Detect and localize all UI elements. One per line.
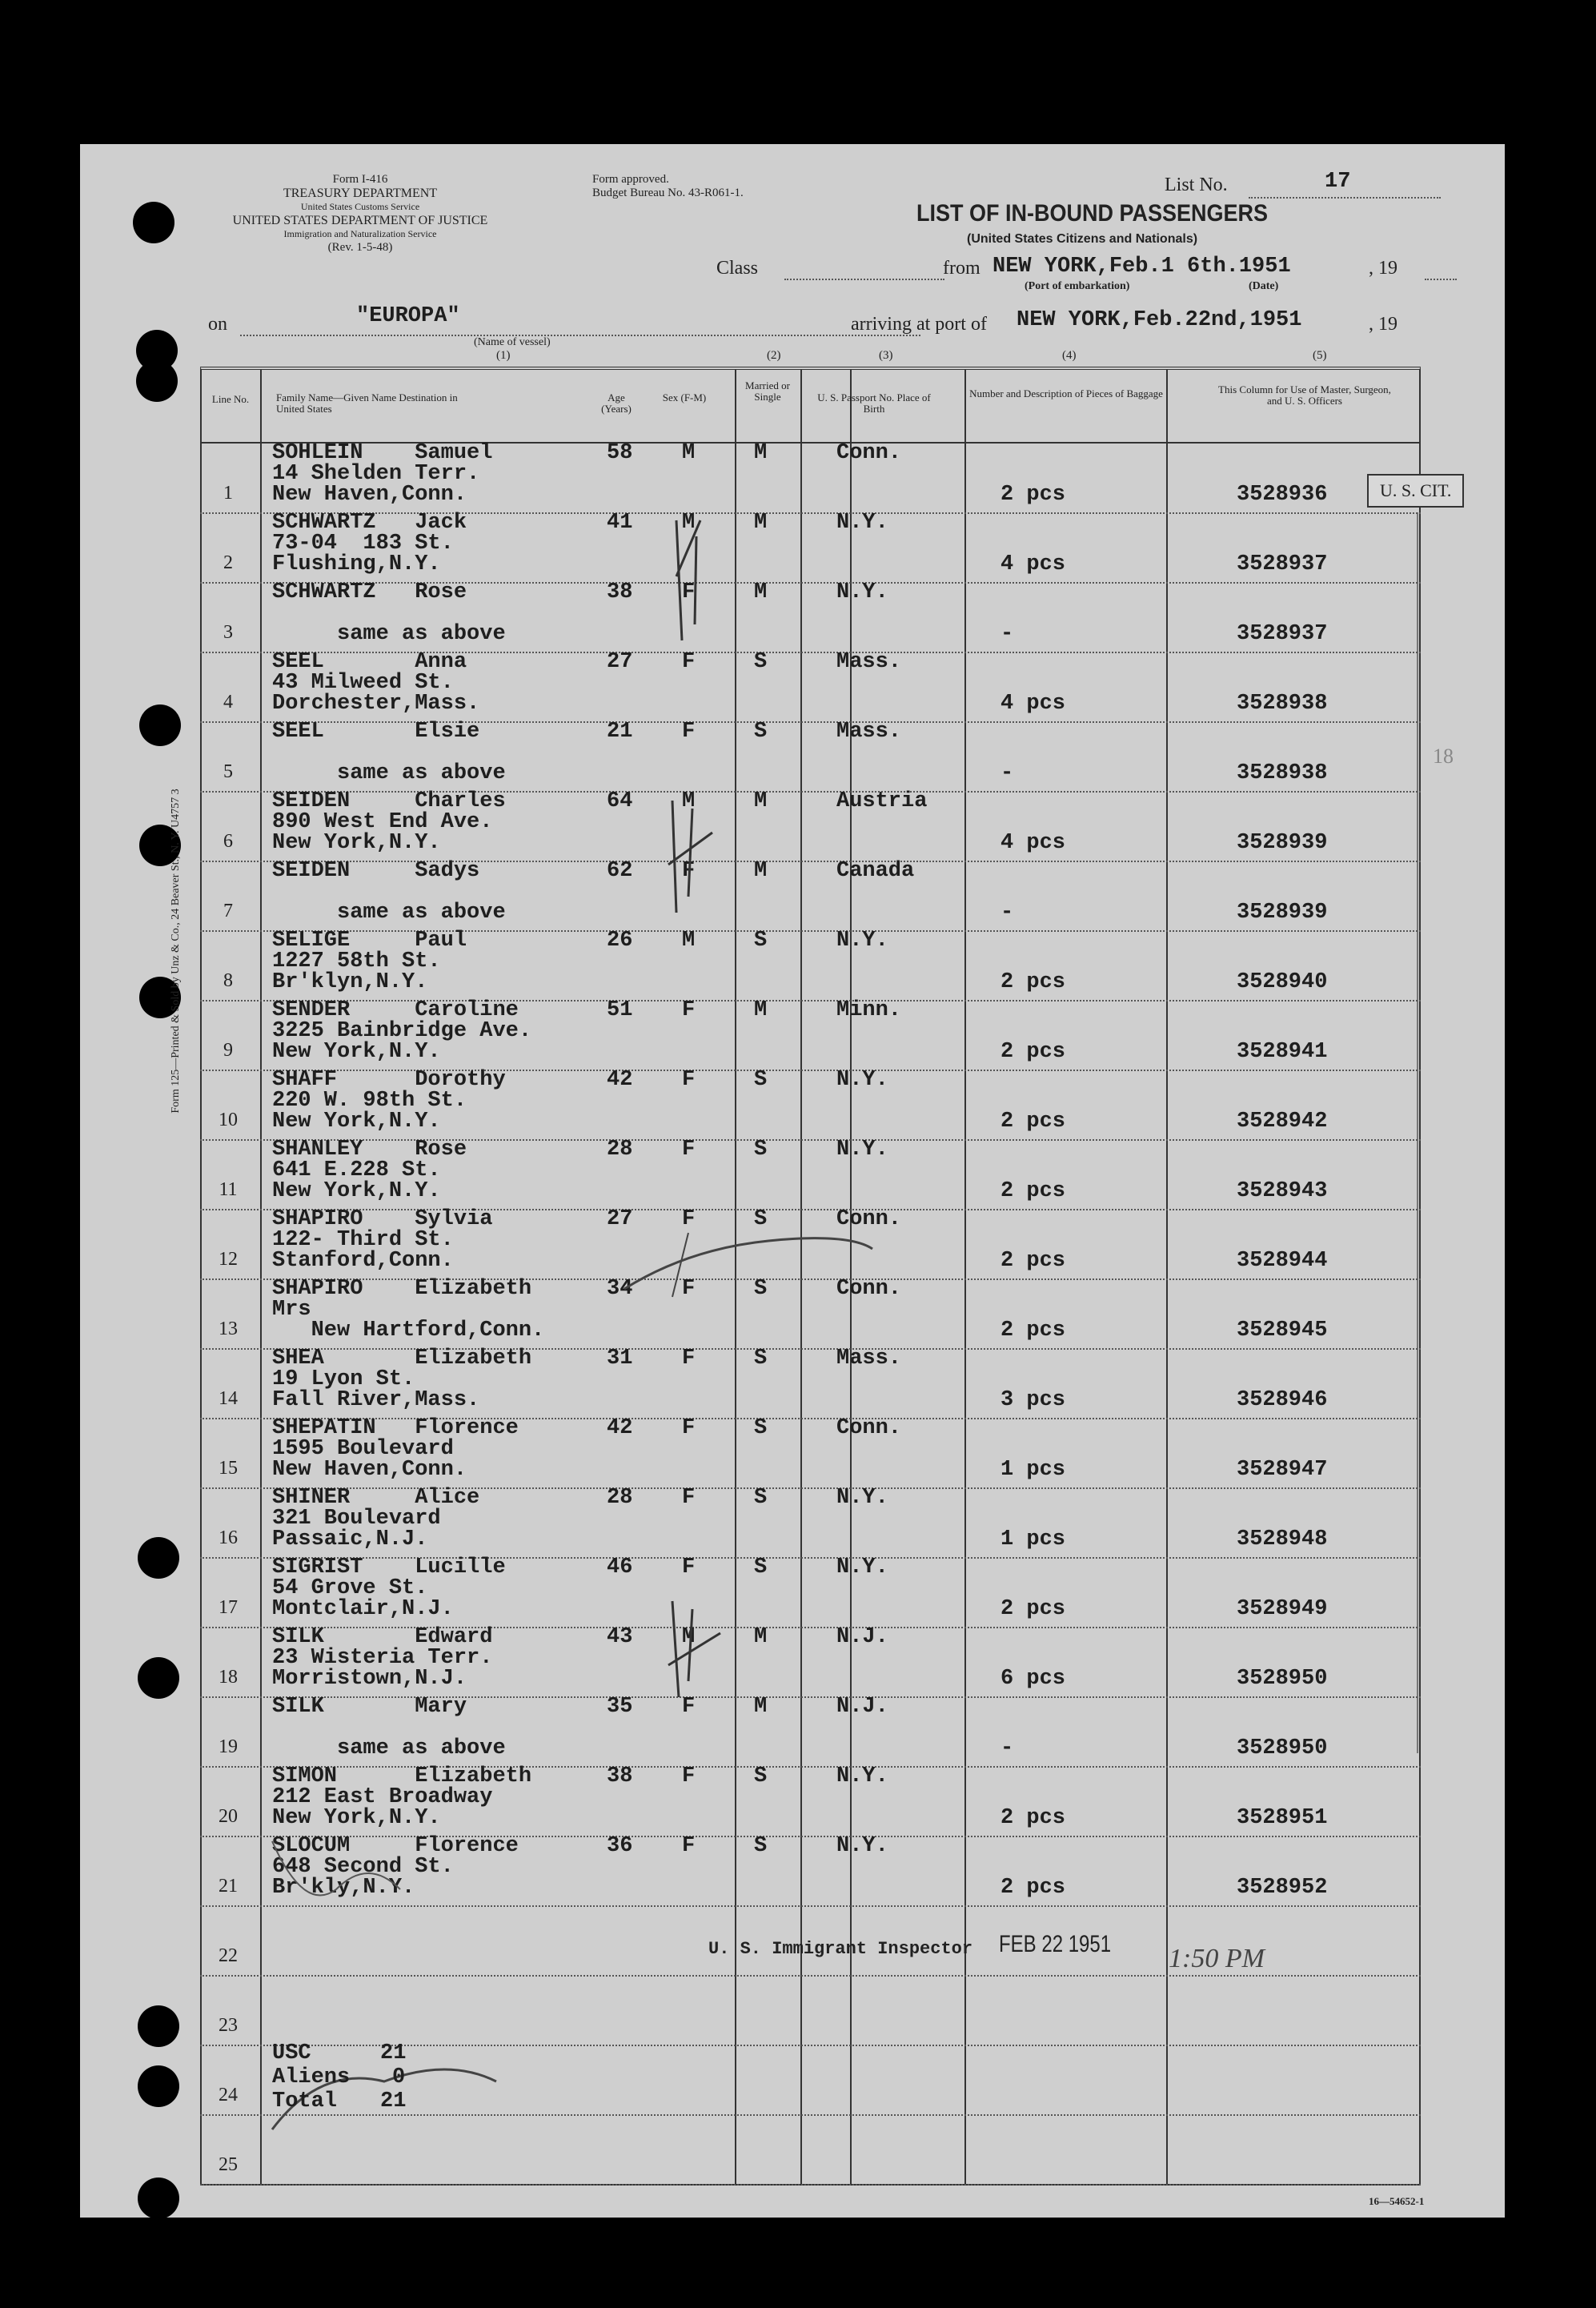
passenger-sex: M [682, 789, 696, 813]
passenger-age: 21 [607, 720, 633, 744]
passenger-sex: F [682, 1695, 696, 1719]
passenger-name: SEIDEN Charles [272, 789, 506, 813]
officer-number: 3528948 [1237, 1527, 1328, 1551]
line-number: 13 [219, 1319, 238, 1339]
place-of-birth: N.J. [836, 1625, 888, 1649]
passenger-city: New York,N.Y. [272, 1806, 441, 1830]
marital-status: S [754, 1416, 768, 1440]
passenger-address: 1595 Boulevard [272, 1437, 454, 1461]
baggage-count: 2 pcs [1001, 1179, 1066, 1203]
usc-label: USC [272, 2041, 311, 2065]
arriving-label: arriving at port of [851, 314, 987, 335]
place-of-birth: N.Y. [836, 511, 888, 535]
passenger-address: 641 E.228 St. [272, 1158, 441, 1182]
passenger-age: 35 [607, 1695, 633, 1719]
punch-hole [138, 2005, 179, 2047]
punch-hole [136, 360, 178, 402]
arriving-year: , 19 [1369, 314, 1398, 335]
officer-number: 3528942 [1237, 1110, 1328, 1134]
passenger-address: 14 Shelden Terr. [272, 462, 480, 486]
place-of-birth: N.Y. [836, 929, 888, 953]
row-separator [200, 1975, 1421, 1977]
col-header-sex: Sex (F-M) [662, 391, 707, 403]
place-of-birth: Conn. [836, 1416, 902, 1440]
baggage-count: 2 pcs [1001, 483, 1066, 507]
marital-status: S [754, 1138, 768, 1162]
row-separator [200, 2184, 1421, 2186]
passenger-age: 46 [607, 1555, 633, 1579]
passenger-address: 54 Grove St. [272, 1576, 428, 1600]
officer-number: 3528945 [1237, 1319, 1328, 1343]
marital-status: M [754, 580, 768, 604]
usc-count: 21 [380, 2041, 407, 2065]
marital-status: M [754, 1695, 768, 1719]
place-of-birth: N.J. [836, 1695, 888, 1719]
officer-number: 3528937 [1237, 552, 1328, 576]
from-label: from [943, 258, 980, 279]
col-divider [964, 370, 966, 2186]
row-separator [200, 2114, 1421, 2116]
passenger-city: same as above [272, 761, 506, 785]
passenger-age: 42 [607, 1068, 633, 1092]
passenger-city: Stanford,Conn. [272, 1249, 454, 1273]
place-of-birth: N.Y. [836, 1486, 888, 1510]
passenger-sex: F [682, 1347, 696, 1371]
baggage-count: 2 pcs [1001, 1040, 1066, 1064]
passenger-city: Passaic,N.J. [272, 1527, 428, 1551]
list-no-value: 17 [1325, 170, 1351, 194]
baggage-count: 1 pcs [1001, 1458, 1066, 1482]
on-label: on [208, 314, 227, 335]
budget-bureau: Budget Bureau No. 43-R061-1. [592, 187, 744, 199]
passenger-name: SHINER Alice [272, 1486, 480, 1510]
passenger-name: SHAFF Dorothy [272, 1068, 506, 1092]
passenger-age: 51 [607, 998, 633, 1022]
passenger-city: Flushing,N.Y. [272, 552, 441, 576]
passenger-address: 43 Milweed St. [272, 671, 454, 695]
officer-number: 3528940 [1237, 970, 1328, 994]
baggage-count: 2 pcs [1001, 1876, 1066, 1900]
passenger-age: 64 [607, 789, 633, 813]
us-citizen-stamp: U. S. CIT. [1367, 474, 1464, 508]
place-of-birth: Mass. [836, 1347, 902, 1371]
marital-status: S [754, 1486, 768, 1510]
margin-mark-line [1417, 512, 1418, 1753]
passenger-name: SILK Mary [272, 1695, 467, 1719]
passenger-city: same as above [272, 1736, 506, 1760]
passenger-age: 27 [607, 1207, 633, 1231]
line-number: 10 [219, 1110, 238, 1130]
place-of-birth: N.Y. [836, 1138, 888, 1162]
footer-form-code: 16—54652-1 [1369, 2195, 1425, 2207]
passenger-sex: F [682, 1277, 696, 1301]
vessel-caption: (Name of vessel) [474, 336, 551, 348]
baggage-count: 4 pcs [1001, 831, 1066, 855]
place-of-birth: Conn. [836, 1277, 902, 1301]
passenger-sex: F [682, 1207, 696, 1231]
passenger-sex: F [682, 1416, 696, 1440]
passenger-age: 31 [607, 1347, 633, 1371]
baggage-count: 6 pcs [1001, 1667, 1066, 1691]
vessel-line [240, 335, 920, 336]
passenger-sex: F [682, 1138, 696, 1162]
passenger-sex: F [682, 720, 696, 744]
approval-block [592, 173, 784, 200]
passenger-city: Fall River,Mass. [272, 1388, 480, 1412]
total-label: Total [272, 2089, 338, 2113]
passenger-name: SILK Edward [272, 1625, 493, 1649]
passenger-name: SELIGE Paul [272, 929, 467, 953]
passenger-age: 28 [607, 1138, 633, 1162]
line-number: 24 [219, 2085, 238, 2105]
line-number: 5 [223, 761, 233, 782]
margin-number: 18 [1433, 745, 1454, 768]
col-divider [260, 370, 262, 2186]
passenger-city: New Haven,Conn. [272, 1458, 467, 1482]
col-divider [800, 370, 802, 2186]
baggage-count: - [1001, 622, 1014, 646]
class-line [784, 279, 944, 280]
aliens-label: Aliens [272, 2065, 351, 2089]
place-of-birth: Mass. [836, 720, 902, 744]
col-num-3: (3) [879, 349, 893, 362]
passenger-sex: F [682, 650, 696, 674]
line-number: 1 [223, 483, 233, 504]
passenger-city: Morristown,N.J. [272, 1667, 467, 1691]
inspection-time-note: 1:50 PM [1169, 1944, 1265, 1973]
officer-number: 3528939 [1237, 901, 1328, 925]
place-of-birth: N.Y. [836, 1764, 888, 1788]
col-header-age: Age (Years) [601, 391, 632, 415]
marital-status: M [754, 789, 768, 813]
officer-number: 3528952 [1237, 1876, 1328, 1900]
col-num-5: (5) [1313, 349, 1327, 362]
passenger-age: 62 [607, 859, 633, 883]
place-of-birth: Conn. [836, 1207, 902, 1231]
vessel-name: "EUROPA" [356, 304, 460, 328]
baggage-count: 2 pcs [1001, 970, 1066, 994]
line-number: 15 [219, 1458, 238, 1479]
officer-number: 3528950 [1237, 1667, 1328, 1691]
passenger-name: SHANLEY Rose [272, 1138, 467, 1162]
passenger-age: 58 [607, 441, 633, 465]
passenger-name: SOHLEIN Samuel [272, 441, 493, 465]
passenger-sex: F [682, 1555, 696, 1579]
marital-status: S [754, 1555, 768, 1579]
marital-status: S [754, 1207, 768, 1231]
line-number: 2 [223, 552, 233, 573]
passenger-city: New York,N.Y. [272, 1110, 441, 1134]
officer-number: 3528947 [1237, 1458, 1328, 1482]
treasury-dept: TREASURY DEPARTMENT [283, 187, 438, 200]
passenger-sex: M [682, 929, 696, 953]
line-number: 8 [223, 970, 233, 991]
revision: (Rev. 1-5-48) [327, 241, 393, 254]
officer-number: 3528949 [1237, 1597, 1328, 1621]
passenger-city: Br'klyn,N.Y. [272, 970, 428, 994]
form-approved: Form approved. [592, 173, 669, 186]
passenger-name: SHEPATIN Florence [272, 1416, 519, 1440]
officer-number: 3528941 [1237, 1040, 1328, 1064]
passenger-age: 27 [607, 650, 633, 674]
officer-number: 3528936 [1237, 483, 1328, 507]
officer-number: 3528944 [1237, 1249, 1328, 1273]
passenger-address: 212 East Broadway [272, 1785, 493, 1809]
col-num-4: (4) [1062, 349, 1077, 362]
class-label: Class [716, 258, 759, 279]
inspector-signature-label: U. S. Immigrant Inspector [708, 1939, 973, 1959]
line-number: 18 [219, 1667, 238, 1688]
passenger-sex: F [682, 1486, 696, 1510]
marital-status: S [754, 929, 768, 953]
row-separator [200, 1905, 1421, 1907]
baggage-count: 2 pcs [1001, 1249, 1066, 1273]
passenger-age: 38 [607, 1764, 633, 1788]
passenger-city: New Hartford,Conn. [272, 1319, 545, 1343]
place-of-birth: N.Y. [836, 1834, 888, 1858]
line-number: 9 [223, 1040, 233, 1061]
marital-status: M [754, 1625, 768, 1649]
line-number: 16 [219, 1527, 238, 1548]
officer-number: 3528939 [1237, 831, 1328, 855]
line-number: 17 [219, 1597, 238, 1618]
line-number: 25 [219, 2154, 238, 2175]
baggage-count: 4 pcs [1001, 552, 1066, 576]
form-department-block [192, 173, 528, 255]
passenger-age: 36 [607, 1834, 633, 1858]
passenger-age: 34 [607, 1277, 633, 1301]
line-number: 6 [223, 831, 233, 852]
line-number: 14 [219, 1388, 238, 1409]
officer-number: 3528950 [1237, 1736, 1328, 1760]
marital-status: S [754, 1834, 768, 1858]
line-number: 20 [219, 1806, 238, 1827]
passenger-age: 42 [607, 1416, 633, 1440]
place-of-birth: Mass. [836, 650, 902, 674]
marital-status: S [754, 1764, 768, 1788]
baggage-count: 3 pcs [1001, 1388, 1066, 1412]
baggage-count: 2 pcs [1001, 1806, 1066, 1830]
aliens-count: 0 [392, 2065, 406, 2089]
place-of-birth: Minn. [836, 998, 902, 1022]
officer-number: 3528943 [1237, 1179, 1328, 1203]
passenger-address: 220 W. 98th St. [272, 1089, 467, 1113]
marital-status: M [754, 441, 768, 465]
marital-status: S [754, 650, 768, 674]
place-of-birth: N.Y. [836, 580, 888, 604]
col-num-1: (1) [496, 349, 511, 362]
baggage-count: 2 pcs [1001, 1110, 1066, 1134]
from-year-line [1425, 279, 1457, 280]
punch-hole [138, 2065, 179, 2107]
passenger-city: Dorchester,Mass. [272, 692, 480, 716]
from-year: , 19 [1369, 258, 1398, 279]
baggage-count: 4 pcs [1001, 692, 1066, 716]
officer-number: 3528938 [1237, 761, 1328, 785]
line-number: 21 [219, 1876, 238, 1897]
line-number: 22 [219, 1945, 238, 1966]
passenger-address: 890 West End Ave. [272, 810, 493, 834]
passenger-city: Br'kly,N.Y. [272, 1876, 415, 1900]
list-no-line [1249, 197, 1441, 199]
punch-hole [138, 1657, 179, 1699]
passenger-city: same as above [272, 901, 506, 925]
passenger-city: same as above [272, 622, 506, 646]
passenger-name: SCHWARTZ Rose [272, 580, 467, 604]
col-header-name: Family Name—Given Name Destination in United States [276, 391, 458, 415]
marital-status: S [754, 1277, 768, 1301]
line-number: 4 [223, 692, 233, 712]
passenger-sex: F [682, 1068, 696, 1092]
port-embark-caption: (Port of embarkation) [1025, 280, 1130, 292]
line-number: 12 [219, 1249, 238, 1270]
marital-status: M [754, 859, 768, 883]
col-num-2: (2) [767, 349, 781, 362]
passenger-sex: F [682, 998, 696, 1022]
officer-number: 3528946 [1237, 1388, 1328, 1412]
customs-service: United States Customs Service [300, 201, 420, 212]
line-number: 11 [219, 1179, 238, 1200]
col-header-baggage: Number and Description of Pieces of Baggage [969, 387, 1163, 399]
passenger-address: 648 Second St. [272, 1855, 454, 1879]
passenger-address: 1227 58th St. [272, 949, 441, 973]
col-header-officers: This Column for Use of Master, Surgeon, and U. S. Officers [1218, 383, 1391, 407]
passenger-address: Mrs [272, 1298, 311, 1322]
officer-number: 3528951 [1237, 1806, 1328, 1830]
passenger-sex: F [682, 580, 696, 604]
inspection-date-stamp: FEB 22 1951 [999, 1931, 1112, 1957]
line-number: 7 [223, 901, 233, 921]
passenger-name: SEIDEN Sadys [272, 859, 480, 883]
punch-hole [138, 1537, 179, 1579]
date-caption: (Date) [1249, 280, 1279, 292]
passenger-name: SIGRIST Lucille [272, 1555, 506, 1579]
passenger-city: Montclair,N.J. [272, 1597, 454, 1621]
usc-total [272, 2041, 311, 2065]
line-number: 23 [219, 2015, 238, 2036]
passenger-address: 3225 Bainbridge Ave. [272, 1019, 532, 1043]
list-no-label: List No. [1165, 175, 1228, 195]
col-header-passport: U. S. Passport No. Place of Birth [817, 391, 931, 415]
passenger-city: New York,N.Y. [272, 1179, 441, 1203]
total-count: 21 [380, 2089, 407, 2113]
passenger-name: SCHWARTZ Jack [272, 511, 467, 535]
marital-status: S [754, 1068, 768, 1092]
justice-dept: UNITED STATES DEPARTMENT OF JUSTICE [232, 214, 488, 227]
marital-status: M [754, 511, 768, 535]
manifest-subtitle: (United States Citizens and Nationals) [967, 232, 1198, 246]
manifest-page [80, 144, 1505, 2218]
marital-status: S [754, 1347, 768, 1371]
from-value: NEW YORK,Feb.1 6th.1951 [992, 255, 1291, 279]
place-of-birth: Conn. [836, 441, 902, 465]
passenger-name: SHAPIRO Sylvia [272, 1207, 493, 1231]
passenger-city: New York,N.Y. [272, 1040, 441, 1064]
passenger-sex: F [682, 1764, 696, 1788]
marital-status: M [754, 998, 768, 1022]
officer-number: 3528938 [1237, 692, 1328, 716]
baggage-count: - [1001, 761, 1014, 785]
passenger-name: SLOCUM Florence [272, 1834, 519, 1858]
passenger-name: SIMON Elizabeth [272, 1764, 532, 1788]
line-number: 3 [223, 622, 233, 643]
passenger-name: SEEL Elsie [272, 720, 480, 744]
place-of-birth: N.Y. [836, 1068, 888, 1092]
passenger-sex: F [682, 1834, 696, 1858]
marital-status: S [754, 720, 768, 744]
line-number: 19 [219, 1736, 238, 1757]
manifest-title: LIST OF IN-BOUND PASSENGERS [916, 200, 1269, 227]
printer-imprint: Form 125—Printed & Sold by Unz & Co., 24 Beaver St., N. Y. U4757 3 [170, 789, 182, 1114]
passenger-name: SENDER Caroline [272, 998, 519, 1022]
passenger-address: 19 Lyon St. [272, 1367, 415, 1391]
col-divider [1166, 370, 1168, 2186]
passenger-sex: M [682, 511, 696, 535]
passenger-sex: M [682, 1625, 696, 1649]
baggage-count: 1 pcs [1001, 1527, 1066, 1551]
place-of-birth: Canada [836, 859, 915, 883]
place-of-birth: Austria [836, 789, 928, 813]
passenger-age: 28 [607, 1486, 633, 1510]
passenger-address: 23 Wisteria Terr. [272, 1646, 493, 1670]
passenger-sex: M [682, 441, 696, 465]
passenger-city: New York,N.Y. [272, 831, 441, 855]
passenger-sex: F [682, 859, 696, 883]
passenger-age: 41 [607, 511, 633, 535]
passenger-address: 122- Third St. [272, 1228, 454, 1252]
passenger-age: 26 [607, 929, 633, 953]
baggage-count: 2 pcs [1001, 1597, 1066, 1621]
col-header-line: Line No. [211, 393, 250, 405]
col-header-married: Married or Single [745, 379, 790, 403]
ins-service: Immigration and Naturalization Service [283, 228, 437, 239]
passenger-address: 73-04 183 St. [272, 532, 454, 556]
form-number: Form I-416 [332, 173, 388, 186]
passenger-name: SHAPIRO Elizabeth [272, 1277, 532, 1301]
passenger-city: New Haven,Conn. [272, 483, 467, 507]
baggage-count: - [1001, 901, 1014, 925]
baggage-count: - [1001, 1736, 1014, 1760]
arriving-value: NEW YORK,Feb.22nd,1951 [1017, 308, 1302, 332]
punch-hole [138, 2178, 179, 2219]
passenger-age: 38 [607, 580, 633, 604]
punch-hole [133, 202, 174, 243]
col-divider [735, 370, 736, 2186]
passenger-name: SEEL Anna [272, 650, 467, 674]
passenger-name: SHEA Elizabeth [272, 1347, 532, 1371]
passenger-address: 321 Boulevard [272, 1507, 441, 1531]
baggage-count: 2 pcs [1001, 1319, 1066, 1343]
passenger-age: 43 [607, 1625, 633, 1649]
place-of-birth: N.Y. [836, 1555, 888, 1579]
officer-number: 3528937 [1237, 622, 1328, 646]
